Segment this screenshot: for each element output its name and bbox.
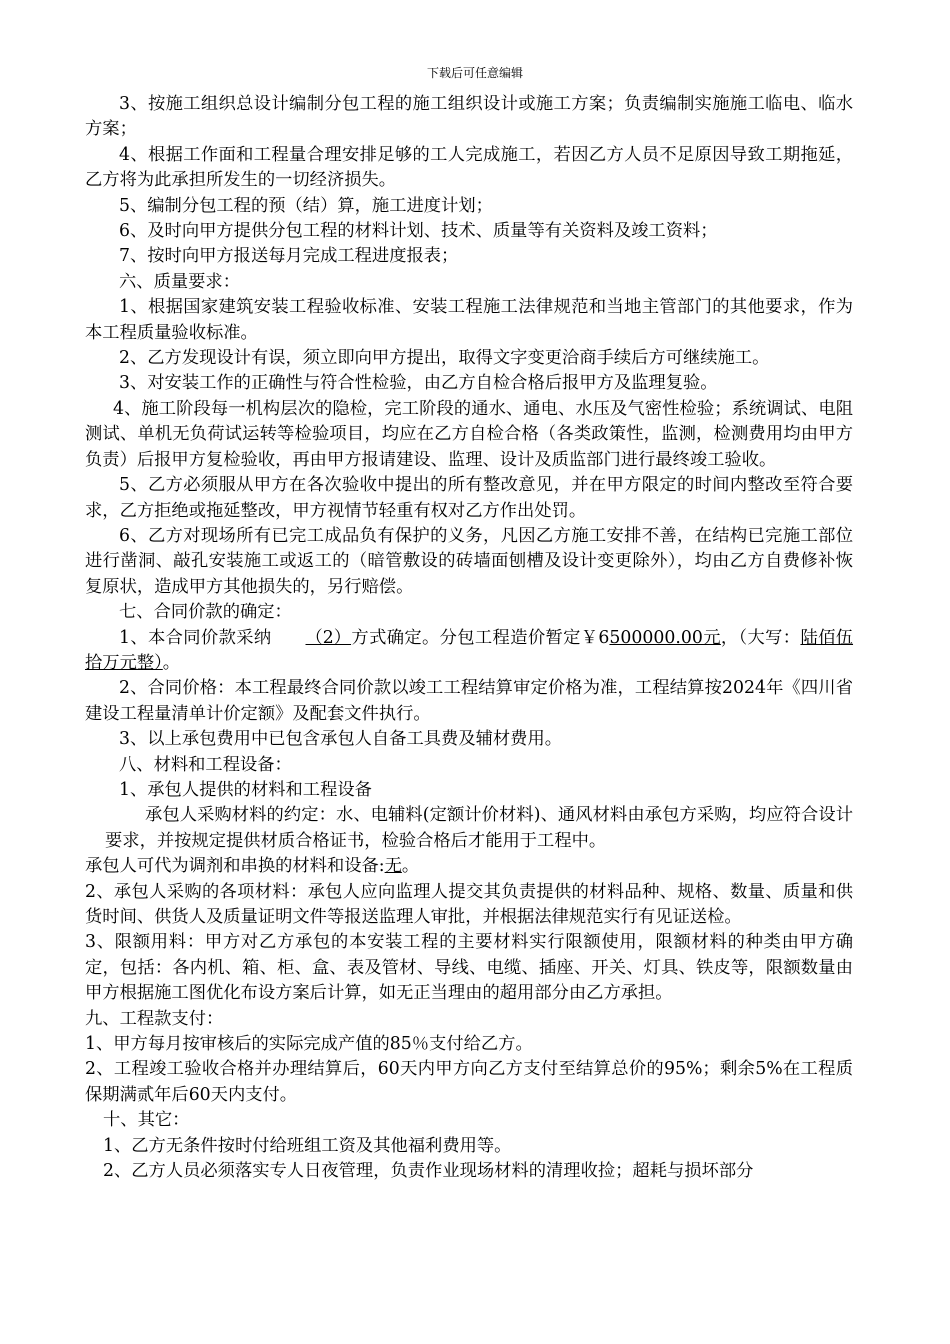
price-in-words: 陆佰伍拾万元整） (85, 627, 854, 673)
paragraph: 1、甲方每月按审核后的实际完成产值的85％支付给乙方。 (85, 1034, 533, 1055)
method-blank: （2） (305, 627, 352, 648)
paragraph: 5、编制分包工程的预（结）算，施工进度计划； (119, 195, 493, 216)
paragraph: 4、施工阶段每一机构层次的隐检，完工阶段的通水、通电、水压及气密性检验；系统调试、电阻测试、单机无负荷试运转等检验项目，均应在乙方自检合格（各类政策性，监测，检测费用均由甲方负责）后报甲方复检验收，再由甲方报请建设、监理、设计及质监部门进行最终竣工验收。 (85, 398, 853, 470)
clause-text: 。 (401, 856, 420, 877)
clause-text: ，（大写： (720, 627, 801, 648)
section-heading-8: 八、材料和工程设备： (119, 754, 292, 775)
paragraph: 7、按时向甲方报送每月完成工程进度报表； (119, 246, 459, 267)
section-heading-9: 九、工程款支付： (85, 1008, 224, 1029)
paragraph: 3、以上承包费用中已包含承包人自备工具费及辅材费用。 (119, 729, 563, 750)
price-amount: 500000.00元 (609, 627, 721, 648)
paragraph: 3、限额用料：甲方对乙方承包的本安装工程的主要材料实行限额使用，限额材料的种类由甲方确定，包括：各内机、箱、柜、盒、表及管材、导线、电缆、插座、开关、灯具、铁皮等，限额数量由甲方根据施工图优化布设方案后计算，如无正当理由的超用部分由乙方承担。 (85, 932, 853, 1004)
substitution-value: 无 (384, 856, 402, 877)
section-heading-6: 六、质量要求： (119, 271, 240, 292)
paragraph: 2、乙方人员必须落实专人日夜管理，负责作业现场材料的清理收捡；超耗与损坏部分 (103, 1161, 754, 1182)
paragraph: 3、对安装工作的正确性与符合性检验，由乙方自检合格后报甲方及监理复验。 (119, 373, 718, 394)
paragraph: 2、承包人采购的各项材料：承包人应向监理人提交其负责提供的材料品种、规格、数量、质量和供货时间、供货人及质量证明文件等报送监理人审批，并根据法律规范实行有见证送检。 (85, 881, 853, 927)
section-heading-7: 七、合同价款的确定： (119, 602, 292, 623)
clause-text: 承包人可代为调剂和串换的材料和设备: (85, 856, 385, 877)
contract-price-clause (85, 626, 853, 677)
paragraph: 2、工程竣工验收合格并办理结算后，60天内甲方向乙方支付至结算总价的95%；剩余5%在工程质保期满贰年后60天内支付。 (85, 1059, 853, 1105)
paragraph: 6、及时向甲方提供分包工程的材料计划、技术、质量等有关资料及竣工资料； (119, 221, 718, 242)
paragraph: 4、根据工作面和工程量合理安排足够的工人完成施工，若因乙方人员不足原因导致工期拖延，乙方将为此承担所发生的一切经济损失。 (85, 144, 853, 191)
paragraph: 1、根据国家建筑安装工程验收标准、安装工程施工法律规范和当地主管部门的其他要求，作为本工程质量验收标准。 (85, 297, 853, 343)
document-body (85, 92, 853, 1184)
substitution-clause (85, 854, 853, 879)
paragraph: 1、乙方无条件按时付给班组工资及其他福利费用等。 (103, 1135, 512, 1156)
paragraph: 5、乙方必须服从甲方在各次验收中提出的所有整改意见，并在甲方限定的时间内整改至符合要求，乙方拒绝或拖延整改，甲方视情节轻重有权对乙方作出处罚。 (85, 475, 853, 521)
clause-text: 。 (162, 652, 181, 673)
paragraph: 2、合同价格：本工程最终合同价款以竣工工程结算审定价格为准，工程结算按2024年《四川省建设工程量清单计价定额》及配套文件执行。 (85, 678, 853, 724)
paragraph: 承包人采购材料的约定：水、电辅料(定额计价材料)、通风材料由承包方采购，均应符合设计要求，并按规定提供材质合格证书，检验合格后才能用于工程中。 (105, 805, 853, 851)
clause-text: 方式确定。分包工程造价暂定￥6 (351, 627, 610, 648)
paragraph: 2、乙方发现设计有误，须立即向甲方提出，取得文字变更洽商手续后方可继续施工。 (119, 348, 770, 369)
paragraph: 3、按施工组织总设计编制分包工程的施工组织设计或施工方案；负责编制实施施工临电、临水方案； (85, 94, 853, 140)
paragraph: 6、乙方对现场所有已完工成品负有保护的义务，凡因乙方施工安排不善，在结构已完施工部位进行凿洞、敲孔安装施工或返工的（暗管敷设的砖墙面刨槽及设计变更除外），均由乙方自费修补恢复原状，造成甲方其他损失的，另行赔偿。 (85, 525, 853, 597)
page-header-note: 下载后可任意编辑 (426, 66, 523, 80)
clause-text: 1、本合同价款采纳 (119, 627, 272, 648)
section-heading-10: 十、其它： (103, 1110, 190, 1131)
paragraph: 1、承包人提供的材料和工程设备 (119, 779, 372, 800)
